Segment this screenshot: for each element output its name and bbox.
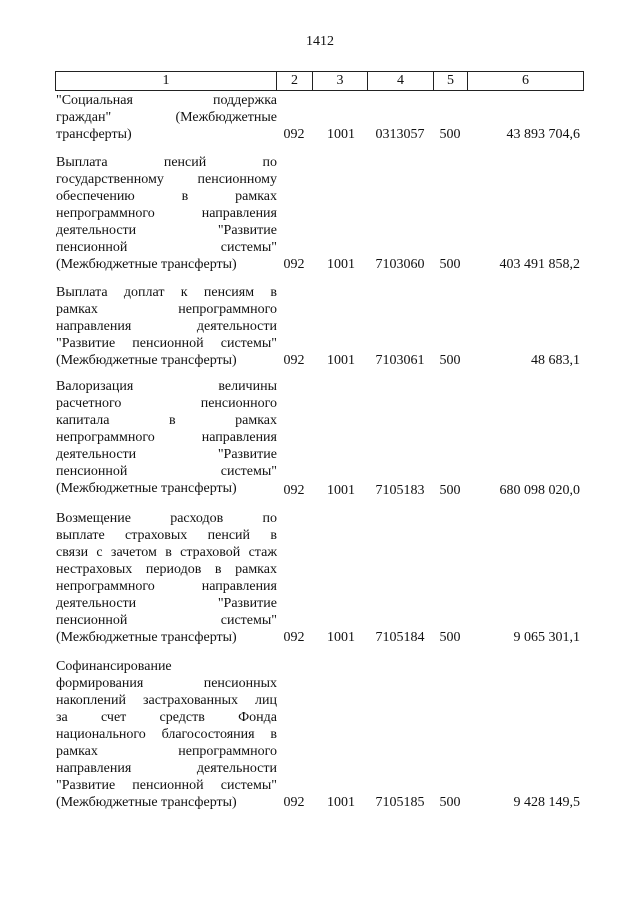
cell-type: 500 — [439, 630, 461, 645]
page-number: 1412 — [306, 34, 334, 49]
description-line: деятельности "Развитие — [56, 447, 277, 462]
cell-section: 1001 — [327, 483, 355, 498]
row-description — [56, 378, 277, 497]
cell-type: 500 — [439, 795, 461, 810]
cell-amount: 403 491 858,2 — [499, 257, 580, 272]
description-line: накоплений застрахованных лиц — [56, 693, 277, 708]
description-line: (Межбюджетные трансферты) — [56, 795, 237, 810]
description-line: Возмещение расходов по — [56, 511, 277, 526]
description-line: связи с зачетом в страховой стаж — [56, 545, 277, 560]
cell-amount: 48 683,1 — [531, 353, 580, 368]
cell-target: 7105184 — [375, 630, 425, 645]
description-line: (Межбюджетные трансферты) — [56, 257, 237, 272]
description-line: государственному пенсионному — [56, 172, 277, 187]
description-line: (Межбюджетные трансферты) — [56, 481, 237, 496]
row-description — [56, 284, 277, 369]
table-header — [55, 71, 584, 91]
cell-amount: 680 098 020,0 — [499, 483, 580, 498]
description-line: (Межбюджетные трансферты) — [56, 630, 237, 645]
header-col-3: 3 — [312, 72, 367, 90]
description-line: непрограммного направления — [56, 206, 277, 221]
description-line: граждан" (Межбюджетные — [56, 110, 277, 125]
cell-target: 7105185 — [375, 795, 425, 810]
description-line: непрограммного направления — [56, 579, 277, 594]
cell-agency: 092 — [283, 127, 305, 142]
row-description — [56, 658, 277, 811]
description-line: деятельности "Развитие — [56, 223, 277, 238]
description-line: "Развитие пенсионной системы" — [56, 778, 277, 793]
description-line: нестраховых периодов в рамках — [56, 562, 277, 577]
cell-type: 500 — [439, 127, 461, 142]
description-line: "Социальная поддержка — [56, 93, 277, 108]
description-line: выплате страховых пенсий в — [56, 528, 277, 543]
row-description — [56, 154, 277, 273]
cell-section: 1001 — [327, 630, 355, 645]
header-col-4: 4 — [367, 72, 433, 90]
cell-agency: 092 — [283, 353, 305, 368]
description-line: непрограммного направления — [56, 430, 277, 445]
description-line: формирования пенсионных — [56, 676, 277, 691]
description-line: трансферты) — [56, 127, 132, 142]
description-line: Валоризация величины — [56, 379, 277, 394]
description-line: Выплата доплат к пенсиям в — [56, 285, 277, 300]
cell-agency: 092 — [283, 257, 305, 272]
description-line: деятельности "Развитие — [56, 596, 277, 611]
header-col-5: 5 — [433, 72, 467, 90]
description-line: пенсионной системы" — [56, 464, 277, 479]
cell-section: 1001 — [327, 257, 355, 272]
description-line: расчетного пенсионного — [56, 396, 277, 411]
description-line: рамках непрограммного — [56, 744, 277, 759]
cell-amount: 9 428 149,5 — [513, 795, 580, 810]
description-line: за счет средств Фонда — [56, 710, 277, 725]
cell-section: 1001 — [327, 795, 355, 810]
row-description — [56, 92, 277, 143]
cell-target: 7105183 — [375, 483, 425, 498]
cell-amount: 9 065 301,1 — [513, 630, 580, 645]
cell-agency: 092 — [283, 483, 305, 498]
cell-type: 500 — [439, 483, 461, 498]
description-line: (Межбюджетные трансферты) — [56, 353, 237, 368]
cell-section: 1001 — [327, 127, 355, 142]
cell-target: 0313057 — [375, 127, 425, 142]
cell-type: 500 — [439, 257, 461, 272]
cell-section: 1001 — [327, 353, 355, 368]
header-col-1: 1 — [55, 72, 276, 90]
description-line: направления деятельности — [56, 761, 277, 776]
description-line: направления деятельности — [56, 319, 277, 334]
description-line: национального благосостояния в — [56, 727, 277, 742]
description-line: Софинансирование — [56, 659, 172, 674]
row-description — [56, 510, 277, 646]
cell-amount: 43 893 704,6 — [506, 127, 580, 142]
cell-target: 7103061 — [375, 353, 425, 368]
description-line: "Развитие пенсионной системы" — [56, 336, 277, 351]
header-col-2: 2 — [276, 72, 312, 90]
description-line: пенсионной системы" — [56, 613, 277, 628]
cell-agency: 092 — [283, 795, 305, 810]
cell-target: 7103060 — [375, 257, 425, 272]
description-line: капитала в рамках — [56, 413, 277, 428]
description-line: пенсионной системы" — [56, 240, 277, 255]
description-line: обеспечению в рамках — [56, 189, 277, 204]
cell-agency: 092 — [283, 630, 305, 645]
cell-type: 500 — [439, 353, 461, 368]
header-col-6: 6 — [467, 72, 584, 90]
description-line: Выплата пенсий по — [56, 155, 277, 170]
description-line: рамках непрограммного — [56, 302, 277, 317]
